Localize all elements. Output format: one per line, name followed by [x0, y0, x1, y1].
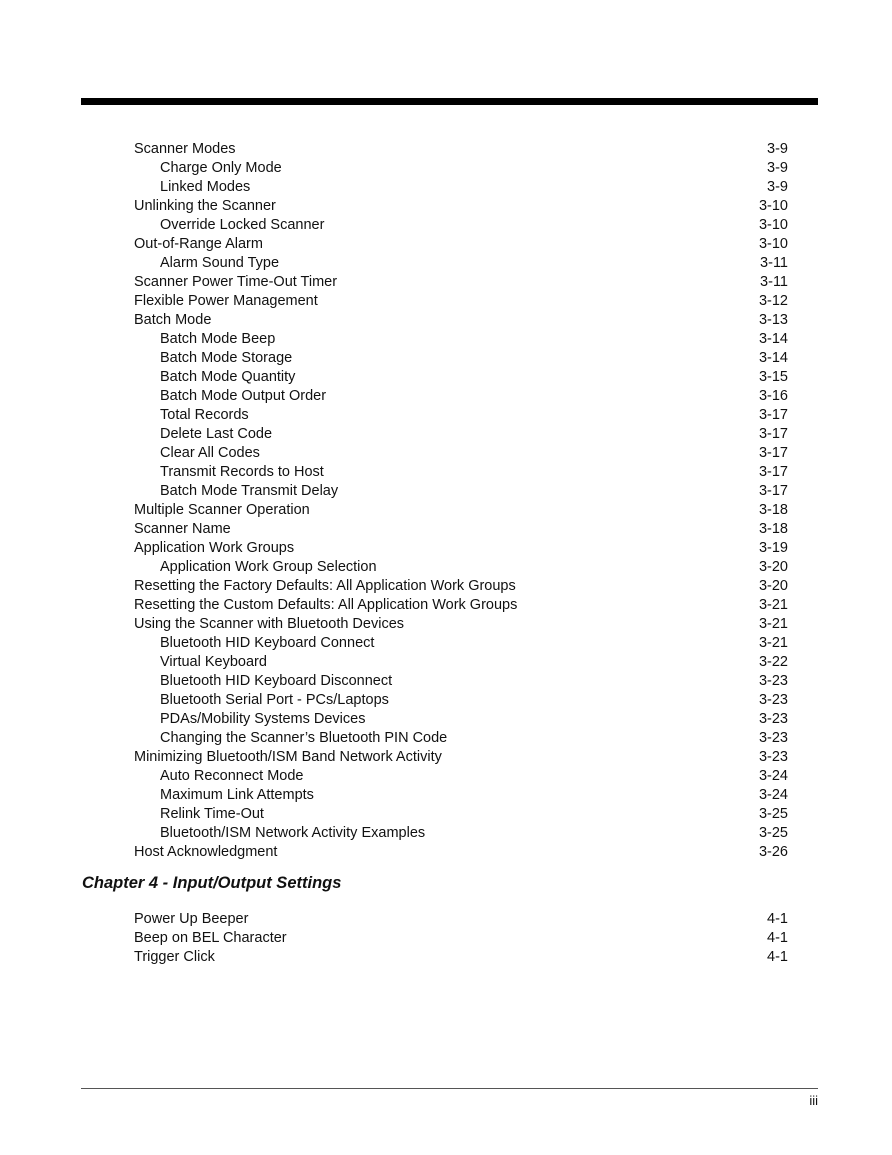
toc-entry[interactable]	[134, 805, 788, 824]
toc-entry[interactable]	[134, 824, 788, 843]
toc-entry-title: Clear All Codes	[160, 445, 260, 461]
toc-entry-page: 3-21	[758, 635, 788, 651]
toc-entry-title: Scanner Power Time-Out Timer	[134, 274, 338, 290]
toc-entry[interactable]	[134, 653, 788, 672]
toc-entry[interactable]	[134, 425, 788, 444]
toc-entry-page: 3-17	[758, 483, 788, 499]
toc-entry[interactable]	[134, 691, 788, 710]
toc-entry-title: Out-of-Range Alarm	[134, 236, 263, 252]
toc-entry-title: Resetting the Factory Defaults: All Application Work Groups	[134, 578, 516, 594]
toc-entry-page: 3-23	[758, 673, 788, 689]
toc-entry-title: Delete Last Code	[160, 426, 273, 442]
toc-entry-title: Application Work Groups	[134, 540, 295, 556]
toc-entry[interactable]	[134, 159, 788, 178]
toc-entry-page: 3-22	[758, 654, 788, 670]
toc-entry[interactable]	[134, 596, 788, 615]
toc-entry-title: Batch Mode Beep	[160, 331, 276, 347]
toc-entry-title: Resetting the Custom Defaults: All Application Work Groups	[134, 597, 518, 613]
toc-entry-page: 3-11	[760, 274, 788, 290]
toc-entry[interactable]	[134, 948, 788, 967]
toc-entry-title: Total Records	[160, 407, 249, 423]
toc-entry[interactable]	[134, 577, 788, 596]
toc-entry[interactable]	[134, 910, 788, 929]
toc-entry[interactable]	[134, 710, 788, 729]
toc-list-chapter-4	[134, 910, 788, 967]
toc-entry-page: 3-25	[758, 806, 788, 822]
toc-entry-page: 3-10	[758, 198, 788, 214]
toc-entry-page: 3-19	[758, 540, 788, 556]
toc-entry[interactable]	[134, 463, 788, 482]
toc-entry-page: 3-25	[758, 825, 788, 841]
toc-entry-title: Transmit Records to Host	[160, 464, 324, 480]
toc-entry[interactable]	[134, 444, 788, 463]
toc-entry-page: 3-24	[758, 768, 788, 784]
toc-entry-title: Bluetooth Serial Port - PCs/Laptops	[160, 692, 389, 708]
toc-entry[interactable]	[134, 140, 788, 159]
toc-entry[interactable]	[134, 406, 788, 425]
toc-entry[interactable]	[134, 387, 788, 406]
toc-entry-title: Bluetooth HID Keyboard Connect	[160, 635, 375, 651]
toc-entry[interactable]	[134, 178, 788, 197]
toc-entry-page: 3-9	[767, 179, 788, 195]
toc-entry[interactable]	[134, 929, 788, 948]
toc-entry-title: Batch Mode	[134, 312, 212, 328]
toc-entry-page: 3-9	[767, 141, 788, 157]
toc-entry-title: Changing the Scanner’s Bluetooth PIN Code	[160, 730, 448, 746]
toc-entry-title: Override Locked Scanner	[160, 217, 325, 233]
toc-entry-title: Trigger Click	[134, 949, 215, 965]
toc-entry[interactable]	[134, 843, 788, 862]
chapter-heading: Chapter 4 - Input/Output Settings	[82, 874, 342, 892]
toc-entry[interactable]	[134, 672, 788, 691]
toc-entry-title: Scanner Modes	[134, 141, 236, 157]
toc-entry[interactable]	[134, 729, 788, 748]
toc-entry-title: Batch Mode Output Order	[160, 388, 327, 404]
toc-entry[interactable]	[134, 349, 788, 368]
toc-entry-page: 3-12	[758, 293, 788, 309]
toc-entry-page: 3-20	[758, 559, 788, 575]
toc-entry-page: 3-14	[758, 331, 788, 347]
toc-entry-title: Batch Mode Transmit Delay	[160, 483, 339, 499]
toc-entry-page: 3-17	[758, 445, 788, 461]
toc-entry-title: Bluetooth/ISM Network Activity Examples	[160, 825, 426, 841]
toc-entry-page: 3-18	[758, 502, 788, 518]
toc-entry-page: 3-15	[758, 369, 788, 385]
toc-entry-title: Application Work Group Selection	[160, 559, 377, 575]
toc-entry-page: 3-24	[758, 787, 788, 803]
toc-entry-page: 4-1	[767, 949, 788, 965]
top-rule	[81, 98, 818, 105]
toc-entry-title: Alarm Sound Type	[160, 255, 280, 271]
toc-entry-page: 3-21	[758, 597, 788, 613]
toc-entry-title: Using the Scanner with Bluetooth Devices	[134, 616, 405, 632]
toc-entry[interactable]	[134, 368, 788, 387]
toc-entry-title: Maximum Link Attempts	[160, 787, 314, 803]
toc-entry[interactable]	[134, 482, 788, 501]
toc-entry-page: 3-10	[758, 217, 788, 233]
toc-entry[interactable]	[134, 520, 788, 539]
toc-entry[interactable]	[134, 216, 788, 235]
toc-entry[interactable]	[134, 292, 788, 311]
toc-entry-title: Virtual Keyboard	[160, 654, 267, 670]
toc-entry-page: 3-17	[758, 407, 788, 423]
toc-entry-page: 3-16	[758, 388, 788, 404]
toc-entry-page: 3-20	[758, 578, 788, 594]
toc-entry-title: Unlinking the Scanner	[134, 198, 276, 214]
toc-entry-title: Beep on BEL Character	[134, 930, 287, 946]
toc-entry-page: 3-18	[758, 521, 788, 537]
toc-entry-title: Batch Mode Storage	[160, 350, 293, 366]
toc-entry-page: 4-1	[767, 911, 788, 927]
toc-entry-page: 3-21	[758, 616, 788, 632]
toc-entry-title: Multiple Scanner Operation	[134, 502, 310, 518]
toc-entry-title: Charge Only Mode	[160, 160, 282, 176]
page-number: iii	[809, 1093, 818, 1108]
toc-entry-title: Linked Modes	[160, 179, 251, 195]
toc-entry-page: 3-23	[758, 749, 788, 765]
toc-entry-title: PDAs/Mobility Systems Devices	[160, 711, 366, 727]
toc-entry-title: Power Up Beeper	[134, 911, 249, 927]
toc-entry-title: Batch Mode Quantity	[160, 369, 296, 385]
toc-entry-page: 3-23	[758, 692, 788, 708]
toc-entry[interactable]	[134, 539, 788, 558]
toc-entry[interactable]	[134, 786, 788, 805]
toc-entry[interactable]	[134, 197, 788, 216]
toc-entry-page: 3-26	[758, 844, 788, 860]
toc-entry-page: 3-9	[767, 160, 788, 176]
toc-entry[interactable]	[134, 235, 788, 254]
toc-entry-title: Minimizing Bluetooth/ISM Band Network Activity	[134, 749, 442, 765]
toc-entry[interactable]	[134, 767, 788, 786]
toc-entry[interactable]	[134, 273, 788, 292]
toc-entry[interactable]	[134, 615, 788, 634]
toc-entry[interactable]	[134, 311, 788, 330]
toc-entry-title: Flexible Power Management	[134, 293, 318, 309]
toc-entry-title: Scanner Name	[134, 521, 231, 537]
bottom-rule	[81, 1088, 818, 1089]
toc-entry-page: 3-10	[758, 236, 788, 252]
toc-entry[interactable]	[134, 634, 788, 653]
toc-entry-page: 3-23	[758, 711, 788, 727]
toc-entry-page: 4-1	[767, 930, 788, 946]
toc-entry[interactable]	[134, 558, 788, 577]
toc-entry-page: 3-17	[758, 464, 788, 480]
toc-entry[interactable]	[134, 501, 788, 520]
toc-entry-title: Bluetooth HID Keyboard Disconnect	[160, 673, 393, 689]
toc-entry-page: 3-14	[758, 350, 788, 366]
toc-entry[interactable]	[134, 330, 788, 349]
toc-entry[interactable]	[134, 748, 788, 767]
toc-entry-title: Auto Reconnect Mode	[160, 768, 304, 784]
toc-entry-page: 3-13	[758, 312, 788, 328]
toc-entry-title: Relink Time-Out	[160, 806, 264, 822]
toc-entry-title: Host Acknowledgment	[134, 844, 278, 860]
toc-entry-page: 3-17	[758, 426, 788, 442]
toc-list	[134, 140, 788, 862]
toc-entry-page: 3-23	[758, 730, 788, 746]
toc-entry[interactable]	[134, 254, 788, 273]
toc-entry-page: 3-11	[760, 255, 788, 271]
